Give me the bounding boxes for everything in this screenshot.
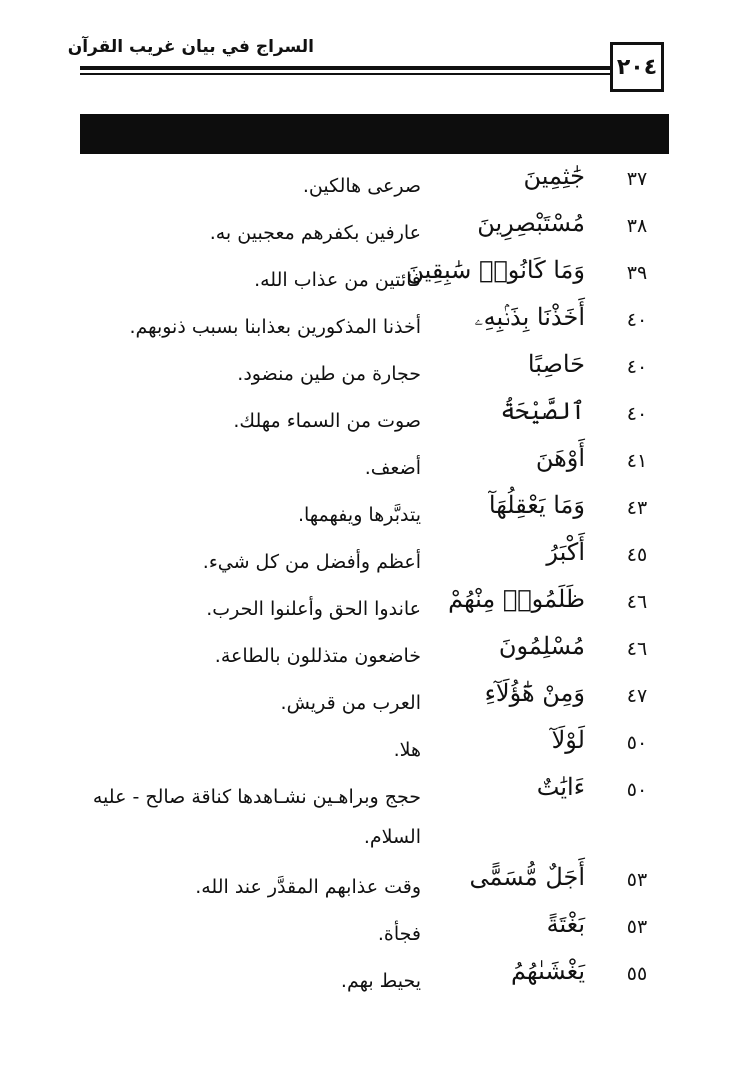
verse-number: ٥٣ xyxy=(626,916,648,938)
word-meaning: حجارة من طين منضود. xyxy=(237,363,421,385)
word-meaning: فائتين من عذاب الله. xyxy=(254,269,421,291)
glossary-row xyxy=(80,771,669,861)
verse-number: ٤٥ xyxy=(626,544,648,566)
word-meaning: فجأة. xyxy=(377,923,421,945)
verse-number: ٤٦ xyxy=(626,638,648,660)
verse-number: ٤٣ xyxy=(626,497,648,519)
glossary-row xyxy=(80,677,669,724)
verse-number: ٤١ xyxy=(626,450,648,472)
word-meaning: يتدبَّرها ويفهمها. xyxy=(297,504,421,526)
quran-word: يَغْشَىٰهُمُ xyxy=(511,957,585,985)
quran-word: حَاصِبًا xyxy=(527,350,585,378)
glossary-row xyxy=(80,630,669,677)
verse-number: ٣٩ xyxy=(626,262,648,284)
verse-number: ٤٠ xyxy=(626,356,648,378)
glossary-row xyxy=(80,254,669,301)
glossary-row xyxy=(80,442,669,489)
verse-number: ٤٠ xyxy=(626,309,648,331)
glossary-row xyxy=(80,395,669,442)
glossary-row xyxy=(80,160,669,207)
quran-word: مُسْلِمُونَ xyxy=(498,632,585,660)
quran-word: أَجَلٌ مُّسَمًّى xyxy=(469,863,585,891)
verse-number: ٥٥ xyxy=(626,963,648,985)
quran-word: أَوْهَنَ xyxy=(535,444,585,472)
quran-word: بَغْتَةً xyxy=(546,910,585,938)
quran-word: ٱلصَّيْحَةُ xyxy=(500,397,585,425)
quran-word: أَكْبَرُ xyxy=(546,538,585,566)
word-meaning: أخذنا المذكورين بعذابنا بسبب ذنوبهم. xyxy=(129,316,421,338)
table-header-bar xyxy=(80,114,669,154)
verse-number: ٤٦ xyxy=(626,591,648,613)
quran-word: وَمَا يَعْقِلُهَآ xyxy=(488,491,585,519)
glossary-row xyxy=(80,583,669,630)
verse-number: ٤٧ xyxy=(626,685,648,707)
word-meaning: حجج وبراهـين نشـاهدها كناقة صالح - عليه السلام. xyxy=(92,786,421,848)
quran-word: وَمَا كَانُوا۟ سَٰبِقِينَ xyxy=(406,256,585,284)
quran-word: مُسْتَبْصِرِينَ xyxy=(477,209,585,237)
verse-number: ٥٠ xyxy=(626,732,648,754)
word-meaning: هلا. xyxy=(393,739,421,761)
word-meaning: أعظم وأفضل من كل شيء. xyxy=(202,551,421,573)
word-meaning: عارفين بكفرهم معجبين به. xyxy=(209,222,421,244)
verse-number: ٥٠ xyxy=(626,779,648,801)
quran-word: ءَايَٰتٌ xyxy=(536,773,585,801)
quran-word: ظَلَمُوا۟ مِنْهُمْ xyxy=(448,585,585,613)
quran-word: وَمِنْ هَٰٓؤُلَآءِ xyxy=(484,679,585,707)
verse-number: ٤٠ xyxy=(626,403,648,425)
verse-number: ٣٨ xyxy=(626,215,648,237)
quran-word: لَوْلَآ xyxy=(551,726,585,754)
word-meaning: خاضعون متذللون بالطاعة. xyxy=(214,645,421,667)
glossary-row xyxy=(80,955,669,1002)
glossary-list xyxy=(80,160,669,1002)
verse-number: ٥٣ xyxy=(626,869,648,891)
header-rule-thin xyxy=(80,73,610,75)
word-meaning: صرعى هالكين. xyxy=(302,175,421,197)
glossary-row xyxy=(80,724,669,771)
verse-number: ٣٧ xyxy=(626,168,648,190)
word-meaning: وقت عذابهم المقدَّر عند الله. xyxy=(195,876,421,898)
word-meaning: يحيط بهم. xyxy=(340,970,421,992)
glossary-row xyxy=(80,861,669,908)
page-number: ٢٠٤ xyxy=(610,42,664,92)
glossary-row xyxy=(80,489,669,536)
glossary-row xyxy=(80,207,669,254)
running-header-title: السراج في بيان غريب القرآن xyxy=(67,37,314,57)
word-meaning: العرب من قريش. xyxy=(280,692,421,714)
glossary-row xyxy=(80,536,669,583)
glossary-row xyxy=(80,908,669,955)
header-rule-thick xyxy=(80,66,610,70)
word-meaning: عاندوا الحق وأعلنوا الحرب. xyxy=(206,598,421,620)
quran-word: أَخَذْنَا بِذَنۢبِهِۦ xyxy=(474,303,585,331)
word-meaning: صوت من السماء مهلك. xyxy=(233,410,421,432)
quran-word: جَٰثِمِينَ xyxy=(523,162,585,190)
glossary-row xyxy=(80,348,669,395)
word-meaning: أضعف. xyxy=(364,457,421,479)
glossary-row xyxy=(80,301,669,348)
